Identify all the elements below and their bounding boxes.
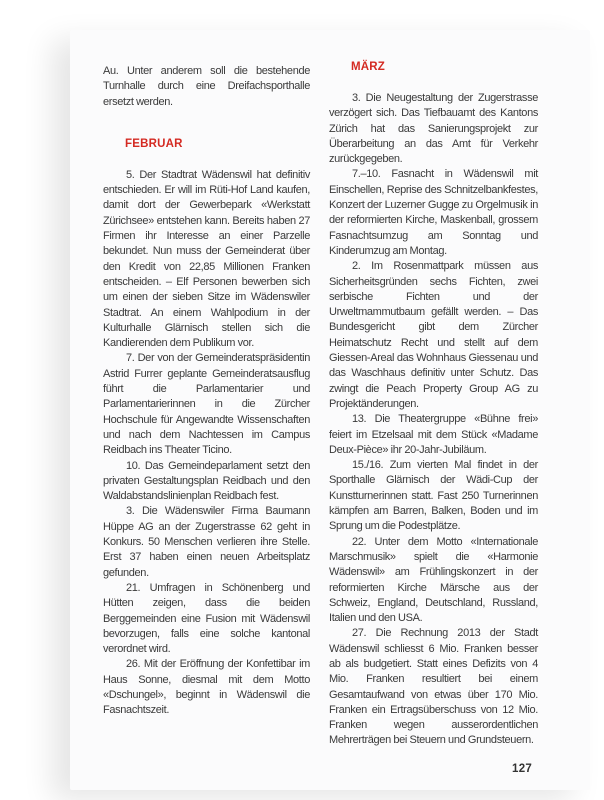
intro-paragraph: Au. Unter anderem soll die bestehende Turnhalle durch eine Dreifachsporthalle ersetzt werden. <box>103 65 310 108</box>
chronicle-entry: 7.–10. Fasnacht in Wädenswil mit Einschellen, Reprise des Schnitzelbankfestes, Konzert der Luzerner Gugge zu Orgelmusik in der reformierten Kirche, Maskenball, grossem Fasnachtsumzug am Sonntag und Kinderumzug am Montag. <box>329 168 538 257</box>
page-number: 127 <box>512 762 533 775</box>
chronicle-entry: 13. Die Theatergruppe «Bühne frei» feiert im Etzelsaal mit dem Stück «Madame Deux-Pièce» ihr 20-Jahr-Jubiläum. <box>329 413 538 456</box>
left-column <box>103 60 310 719</box>
month-heading-february: FEBRUAR <box>125 137 183 150</box>
chronicle-entry: 2. Im Rosenmattpark müssen aus Sicherheitsgründen sechs Fichten, zwei serbische Fichten und der Urweltmammutbaum gefällt werden. – Das Bundesgericht gibt dem Zürcher Heimatschutz Recht und stellt auf dem Giessen-Areal das Wohnhaus Giessenau und das Waschhaus definitiv unter Schutz. Das zwingt die Peach Property Group AG zu Projektänderungen. <box>329 260 538 410</box>
right-column <box>329 60 538 749</box>
month-heading-march: MÄRZ <box>351 61 386 73</box>
chronicle-entry: 5. Der Stadtrat Wädenswil hat definitiv entschieden. Er will im Rüti-Hof Land kaufen, damit dort der Gewerbepark «Werkstatt Zürichsee» entstehen kann. Bereits haben 27 Firmen ihr Interesse an einer Parzelle bekundet. Nun muss der Gemeinderat über den Kredit von 22,85 Millionen Franken entscheiden. – Elf Personen bewerben sich um einen der sieben Sitze im Wädenswiler Stadtrat. An einem Wahlpodium in der Kulturhalle Glärnisch stellen sich die Kandierenden dem Publikum vor. <box>103 168 310 350</box>
chronicle-entry: 7. Der von der Gemeinderatspräsidentin Astrid Furrer geplante Gemeinderatsausflug führt die Parlamentarier und Parlamentarierinnen in die Zürcher Hochschule für Angewandte Wissenschaften und nach dem Nachtessen im Campus Reidbach ins Theater Ticino. <box>103 352 310 457</box>
chronicle-entry: 22. Unter dem Motto «Internationale Marschmusik» spielt die «Harmonie Wädenswil» am Frühlingskonzert in der reformierten Kirche Märsche aus der Schweiz, England, Deutschland, Russland, Italien und den USA. <box>329 535 538 625</box>
chronicle-entry: 26. Mit der Eröffnung der Konfettibar im Haus Sonne, diesmal mit dem Motto «Dschungel», beginnt in Wädenswil die Fasnachtszeit. <box>103 658 310 717</box>
chronicle-entry: 27. Die Rechnung 2013 der Stadt Wädenswil schliesst 6 Mio. Franken besser ab als budgetiert. Statt eines Defizits von 4 Mio. Franken resultiert bei einem Gesamtaufwand von etwas über 170 Mio. Franken ein Ertragsüberschuss von 12 Mio. Franken wegen ausserordentlichen Mehrerträgen bei Steuern und Grundsteuern. <box>329 627 538 747</box>
page-footer <box>0 749 604 789</box>
chronicle-entry: 21. Umfragen in Schönenberg und Hütten zeigen, dass die beiden Berggemeinden eine Fusion mit Wädenswil bevorzugen, falls eine solche kantonal verordnet wird. <box>103 581 310 656</box>
chronicle-entry: 15./16. Zum vierten Mal findet in der Sporthalle Glärnisch der Wädi-Cup der Kunstturnerinnen statt. Fast 250 Turnerinnen kämpfen am Barren, Balken, Boden und im Sprung um die Podestplätze. <box>329 459 538 533</box>
chronicle-entry: 3. Die Wädenswiler Firma Baumann Hüppe AG an der Zugerstrasse 62 geht in Konkurs. 50 Menschen verlieren ihre Stelle. Erst 37 haben einen neuen Arbeitsplatz gefunden. <box>103 505 310 579</box>
chronicle-entry: 3. Die Neugestaltung der Zugerstrasse verzögert sich. Das Tiefbauamt des Kantons Zürich hat das Sanierungsprojekt zur Überarbeitung an das Amt für Verkehr zurückgegeben. <box>329 92 538 166</box>
chronicle-entry: 10. Das Gemeindeparlament setzt den privaten Gestaltungsplan Reidbach und den Waldabstandslinienplan Reidbach fest. <box>103 459 310 503</box>
